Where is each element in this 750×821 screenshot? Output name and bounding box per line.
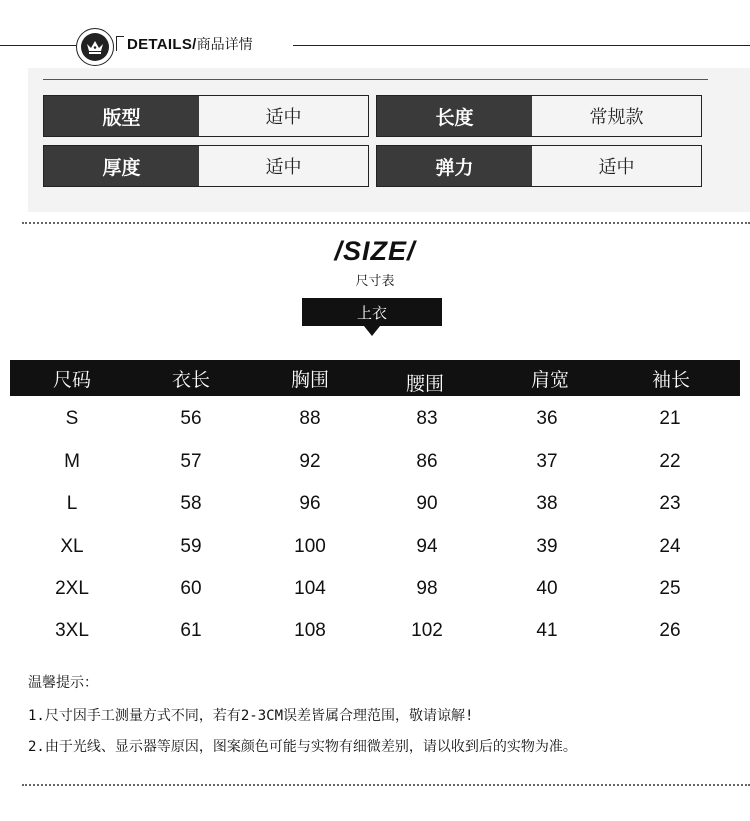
header-title <box>127 36 253 54</box>
table-cell: L <box>66 493 78 514</box>
table-cell: 2XL <box>55 578 89 599</box>
category-tag: 上衣 <box>302 298 442 326</box>
column-header: 袖长 <box>651 368 690 391</box>
crown-icon <box>81 33 109 61</box>
table-row <box>10 441 740 483</box>
table-cell: 36 <box>536 408 558 429</box>
size-subtitle: 尺寸表 <box>355 274 395 289</box>
table-row <box>10 610 740 652</box>
table-cell: 94 <box>416 536 438 557</box>
table-cell: 61 <box>180 620 202 641</box>
table-row <box>10 483 740 525</box>
column-header: 尺码 <box>52 368 91 391</box>
details-panel <box>28 68 750 212</box>
attribute-value: 适中 <box>199 146 368 186</box>
table-cell: 21 <box>659 408 681 429</box>
size-title: /SIZE/ <box>334 236 416 266</box>
table-cell: 26 <box>659 620 681 641</box>
table-cell: 60 <box>180 578 202 599</box>
table-cell: 58 <box>180 493 202 514</box>
table-cell: 3XL <box>55 620 89 641</box>
tag-arrow-icon <box>364 326 380 336</box>
attribute-length <box>376 95 702 137</box>
table-cell: 104 <box>294 578 326 599</box>
table-cell: 102 <box>411 620 443 641</box>
note-line: 1.尺寸因手工测量方式不同，若有2-3CM误差皆属合理范围，敬请谅解! <box>28 708 474 724</box>
attribute-value: 适中 <box>532 146 701 186</box>
table-cell: 83 <box>416 408 438 429</box>
attribute-fit <box>43 95 369 137</box>
header-rule-right <box>293 45 750 46</box>
column-header: 肩宽 <box>530 368 569 391</box>
table-cell: 86 <box>416 451 438 472</box>
column-header: 胸围 <box>290 368 329 391</box>
table-cell: 96 <box>299 493 321 514</box>
header-bracket <box>116 36 124 51</box>
column-header: 衣长 <box>171 368 210 391</box>
attribute-key: 厚度 <box>44 146 199 186</box>
table-cell: 57 <box>180 451 202 472</box>
table-cell: 25 <box>659 578 681 599</box>
header-rule-left <box>0 45 76 46</box>
table-row <box>10 398 740 440</box>
table-cell: S <box>65 408 79 429</box>
attribute-key: 版型 <box>44 96 199 136</box>
dotted-divider-bottom <box>22 784 750 786</box>
table-cell: 59 <box>180 536 202 557</box>
table-cell: 22 <box>659 451 681 472</box>
header-title-cn: 商品详情 <box>196 37 253 53</box>
table-cell: 56 <box>180 408 202 429</box>
table-cell: 37 <box>536 451 558 472</box>
table-cell: 23 <box>659 493 681 514</box>
table-cell: 38 <box>536 493 558 514</box>
size-table-header <box>10 360 740 396</box>
table-cell: 90 <box>416 493 438 514</box>
table-cell: 92 <box>299 451 321 472</box>
note-line: 2.由于光线、显示器等原因，图案颜色可能与实物有细微差别，请以收到后的实物为准。 <box>28 739 577 755</box>
attribute-key: 弹力 <box>377 146 532 186</box>
attribute-key: 长度 <box>377 96 532 136</box>
header-title-en: DETAILS/ <box>127 36 197 53</box>
table-cell: 39 <box>536 536 558 557</box>
attribute-elasticity <box>376 145 702 187</box>
details-panel-rule <box>43 79 708 80</box>
table-row <box>10 526 740 568</box>
dotted-divider <box>22 222 750 224</box>
table-cell: 98 <box>416 578 438 599</box>
header-badge <box>76 28 114 66</box>
notes-title: 温馨提示： <box>28 675 98 691</box>
attribute-thickness <box>43 145 369 187</box>
table-cell: XL <box>60 536 84 557</box>
table-cell: 100 <box>294 536 326 557</box>
table-row <box>10 568 740 610</box>
table-cell: 24 <box>659 536 681 557</box>
column-header: 腰围 <box>405 372 444 395</box>
attribute-value: 适中 <box>199 96 368 136</box>
table-cell: 41 <box>536 620 558 641</box>
attribute-value: 常规款 <box>532 96 701 136</box>
table-cell: M <box>64 451 80 472</box>
table-cell: 88 <box>299 408 321 429</box>
table-cell: 40 <box>536 578 558 599</box>
table-cell: 108 <box>294 620 326 641</box>
